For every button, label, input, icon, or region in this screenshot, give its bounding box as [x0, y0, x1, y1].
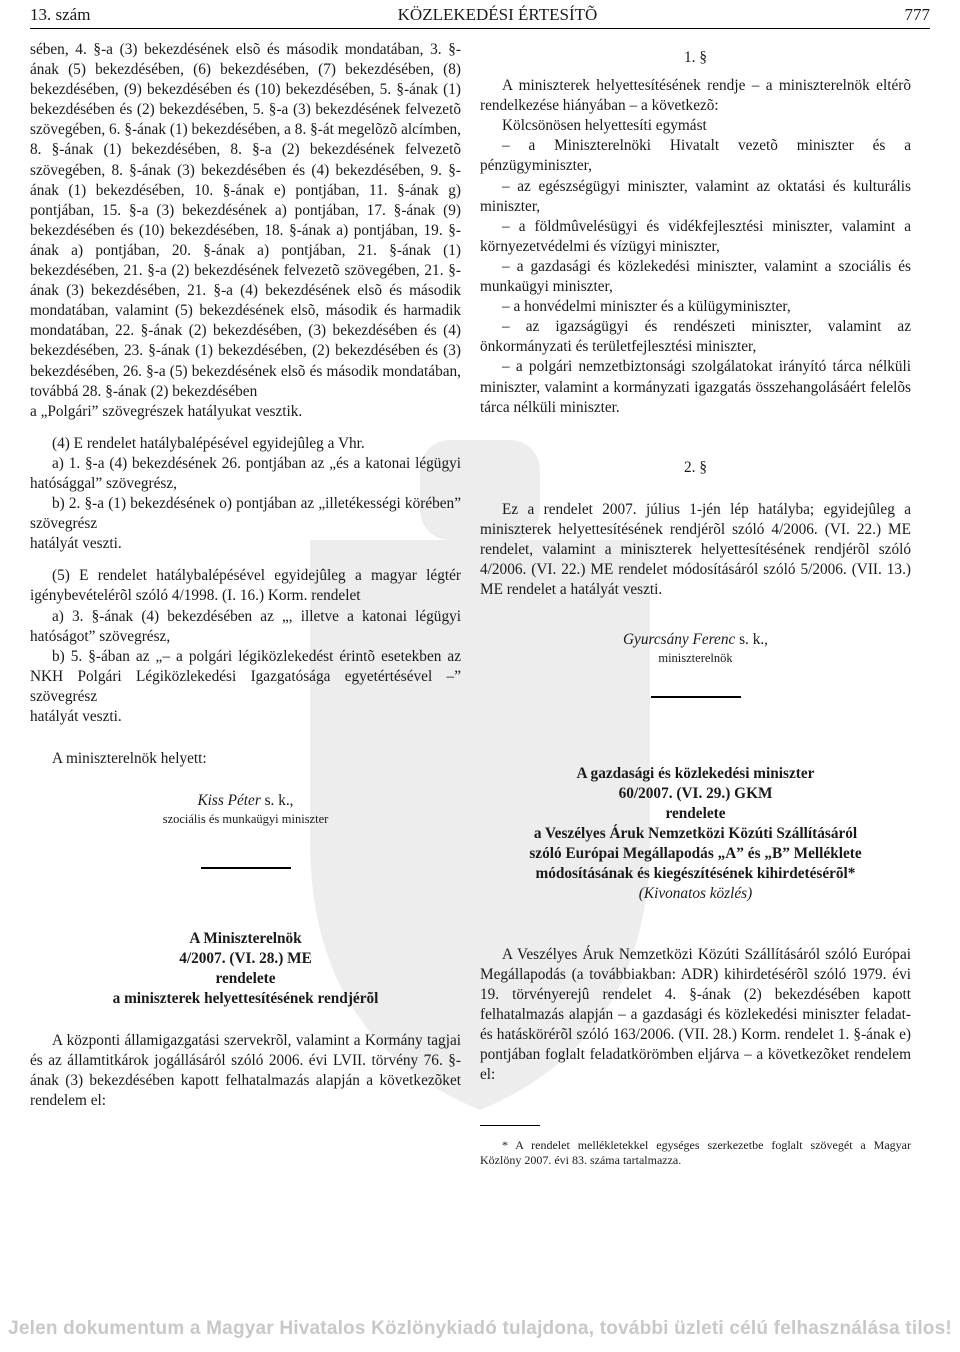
signer-intro: A miniszterelnök helyett: — [52, 750, 207, 768]
paragraph-5-end: hatályát veszti. — [30, 708, 122, 725]
signer-name: Gyurcsány Ferenc — [622, 631, 736, 649]
paragraph-5: (5) E rendelet hatálybalépésével egyidejûleg a magyar légtér igénybevételérõl szóló 4/1998. (I. 16.) Korm. rendelet — [30, 567, 461, 605]
list-item: – a Miniszterelnöki Hivatalt vezetõ miniszter és a pénzügyminiszter, — [480, 137, 911, 175]
decree-intro: A központi államigazgatási szervekrõl, valamint a Kormány tagjai és az államtitkárok jogállásáról szóló 2006. évi LVII. törvény 76. §-ának (3) bekezdésében kapott felhatalmazás alapján a következõket rendelem el: — [30, 1032, 461, 1110]
decree-title: a miniszterek helyettesítésének rendjérõl — [112, 990, 379, 1008]
separator-rule — [201, 867, 291, 869]
decree2-note: (Kivonatos közlés) — [638, 885, 753, 903]
issue-number: 13. szám — [30, 5, 91, 24]
list-item: – a polgári nemzetbiztonsági szolgálatokat irányító tárca nélküli miniszter, valamint a kormányzati igazgatás összehangolásáért felelõs tárca nélküli miniszter. — [480, 358, 911, 416]
decree2-intro: A Veszélyes Áruk Nemzetközi Közúti Szállításáról szóló Európai Megállapodás (a továbbiakban: ADR) kihirdetésérõl szóló 1979. évi 19. törvényerejû rendelet 4. §-ának (2) bekezdésében kapott felhatalmazás alapján – a gazdasági és közlekedési miniszter feladat- és hatáskörérõl szóló 163/2006. (VII. 28.) Korm. rendelet 1. §-ának e) pontjában foglalt feladatkörömben eljárva – a következõket rendelem el: — [480, 945, 911, 1084]
paragraph-4a: a) 1. §-a (4) bekezdésének 26. pontjában az „és a katonai légügyi hatósággal” szövegrész, — [30, 454, 461, 492]
copyright-watermark: Jelen dokumentum a Magyar Hivatalos Közlönykiadó tulajdona, további üzleti célú felhasználása tilos! — [8, 1318, 952, 1339]
page-header — [30, 4, 930, 29]
signer-title: miniszterelnök — [658, 651, 733, 666]
section-1-sub: Kölcsönösen helyettesíti egymást — [502, 117, 707, 135]
signer-sk: s. k., — [260, 792, 294, 810]
list-item: – az egészségügyi miniszter, valamint az oktatási és kulturális miniszter, — [480, 177, 911, 215]
paragraph-4-end: hatályát veszti. — [30, 535, 122, 553]
section-1-heading: 1. § — [684, 49, 707, 66]
decree-type: rendelete — [215, 969, 276, 987]
decree2-title-3: módosításának és kiegészítésének kihirdetésérõl* — [535, 865, 856, 883]
list-item: – az igazságügyi és rendészeti miniszter, valamint az önkormányzati és területfejlesztési miniszter, — [480, 318, 911, 356]
section-1-intro: A miniszterek helyettesítésének rendje – a miniszterelnök eltérõ rendelkezése hiányában – a következõ: — [480, 77, 911, 115]
section-2-heading: 2. § — [684, 458, 707, 476]
list-item: – a honvédelmi miniszter és a külügyminiszter, — [502, 298, 791, 316]
footnote: * A rendelet mellékletekkel egységes szerkezetbe foglalt szövegét a Magyar Közlöny 2007. évi 83. száma tartalmazza. — [480, 1138, 911, 1168]
paragraph-5a: a) 3. §-ának (4) bekezdésében az „, illetve a katonai légügyi hatóságot” szövegrész, — [30, 607, 461, 645]
signer-name-line — [480, 630, 911, 650]
decree-number: 4/2007. (VI. 28.) ME — [179, 949, 312, 967]
section-2-text: Ez a rendelet 2007. július 1-jén lép hatályba; egyidejûleg a miniszterek helyettesítésének rendjérõl szóló 4/2006. (VI. 22.) ME rendelet, valamint a miniszterek helyettesítésének rendjérõl szóló 4/2006. (VI. 22.) ME rendelet módosításáról szóló 5/2006. (VII. 13.) ME rendelet a hatályát veszti. — [480, 500, 911, 599]
signer-name-line — [30, 791, 461, 811]
paragraph-4b: b) 2. §-a (1) bekezdésének o) pontjában az „illetékességi körében” szövegrész — [30, 495, 461, 533]
list-item: – a földmûvelésügyi és vidékfejlesztési miniszter, valamint a környezetvédelmi és vízügyi miniszter, — [480, 217, 911, 255]
continued-paragraph-end: a „Polgári” szövegrészek hatályukat vesztik. — [30, 402, 303, 420]
decree2-title-1: a Veszélyes Áruk Nemzetközi Közúti Szállításáról — [533, 825, 858, 843]
journal-title: KÖZLEKEDÉSI ÉRTESÍTÕ — [397, 5, 598, 24]
decree2-issuer: A gazdasági és közlekedési miniszter — [576, 764, 815, 782]
paragraph-4: (4) E rendelet hatálybalépésével egyidejûleg a Vhr. — [52, 434, 365, 452]
signer-sk: s. k., — [735, 631, 768, 649]
decree2-type: rendelete — [665, 805, 726, 823]
continued-paragraph: sében, 4. §-a (3) bekezdésének elsõ és második mondatában, 3. §-ának (5) bekezdésében, (6) bekezdésében, (7) bekezdésében, (8) bekezdésében, (9) bekezdésében és (10) bekezdésében, 5. §-ának (1) bekezdésében és (2) bekezdésében, 5. §-a (3) bekezdésének felvezetõ szövegében, 6. §-ának (1) bekezdésében, a 8. §-át megelõzõ alcímben, 8. §-ának (1) bekezdésében, 8. §-a (2) bekezdésének felvezetõ szövegében, 8. §-ának (3) bekezdésében és (4) bekezdésében, 9. §-ának (1) bekezdésében, 10. §-ának e) pontjában, 11. §-ának g) pontjában, 15. §-a (3) bekezdésének a) pontjában, 17. §-ának (9) bekezdésében és (10) bekezdésében, 18. §-ának a) pontjában, 19. §-ának a) pontjában, 20. §-ának a) pontjában, 21. §-ának (1) bekezdésében, 21. §-a (2) bekezdésének felvezetõ szövegében, 21. §-ának (3) bekezdésében, 21. §-a (4) bekezdésének elsõ és második mondatában, valamint (5) bekezdésének elsõ, második és harmadik mondatában, 22. §-ának (2) bekezdésében, (3) bekezdésében és (4) bekezdésében, 23. §-ának (1) bekezdésében, (2) bekezdésében és (3) bekezdésében, 26. §-a (5) bekezdésének elsõ és második mondatában, továbbá 28. §-ának (2) bekezdésében — [30, 41, 461, 400]
decree-issuer: A Miniszterelnök — [189, 929, 302, 947]
signer-name: Kiss Péter — [197, 792, 261, 810]
decree2-title-2: szóló Európai Megállapodás „A” és „B” Melléklete — [529, 845, 862, 863]
footnote-rule — [480, 1125, 540, 1126]
list-item: – a gazdasági és közlekedési miniszter, valamint a szociális és munkaügyi miniszter, — [480, 257, 911, 296]
paragraph-5b: b) 5. §-ában az „– a polgári légiközlekedést érintõ esetekben az NKH Polgári Légiközlekedési Igazgatósága egyetértésével –” szövegrész — [30, 647, 461, 705]
decree2-number: 60/2007. (VI. 29.) GKM — [618, 784, 773, 802]
right-column — [480, 40, 911, 1168]
page-number: 777 — [904, 5, 930, 24]
separator-rule — [651, 696, 741, 698]
left-column — [30, 40, 461, 1112]
signer-title: szociális és munkaügyi miniszter — [162, 812, 329, 827]
